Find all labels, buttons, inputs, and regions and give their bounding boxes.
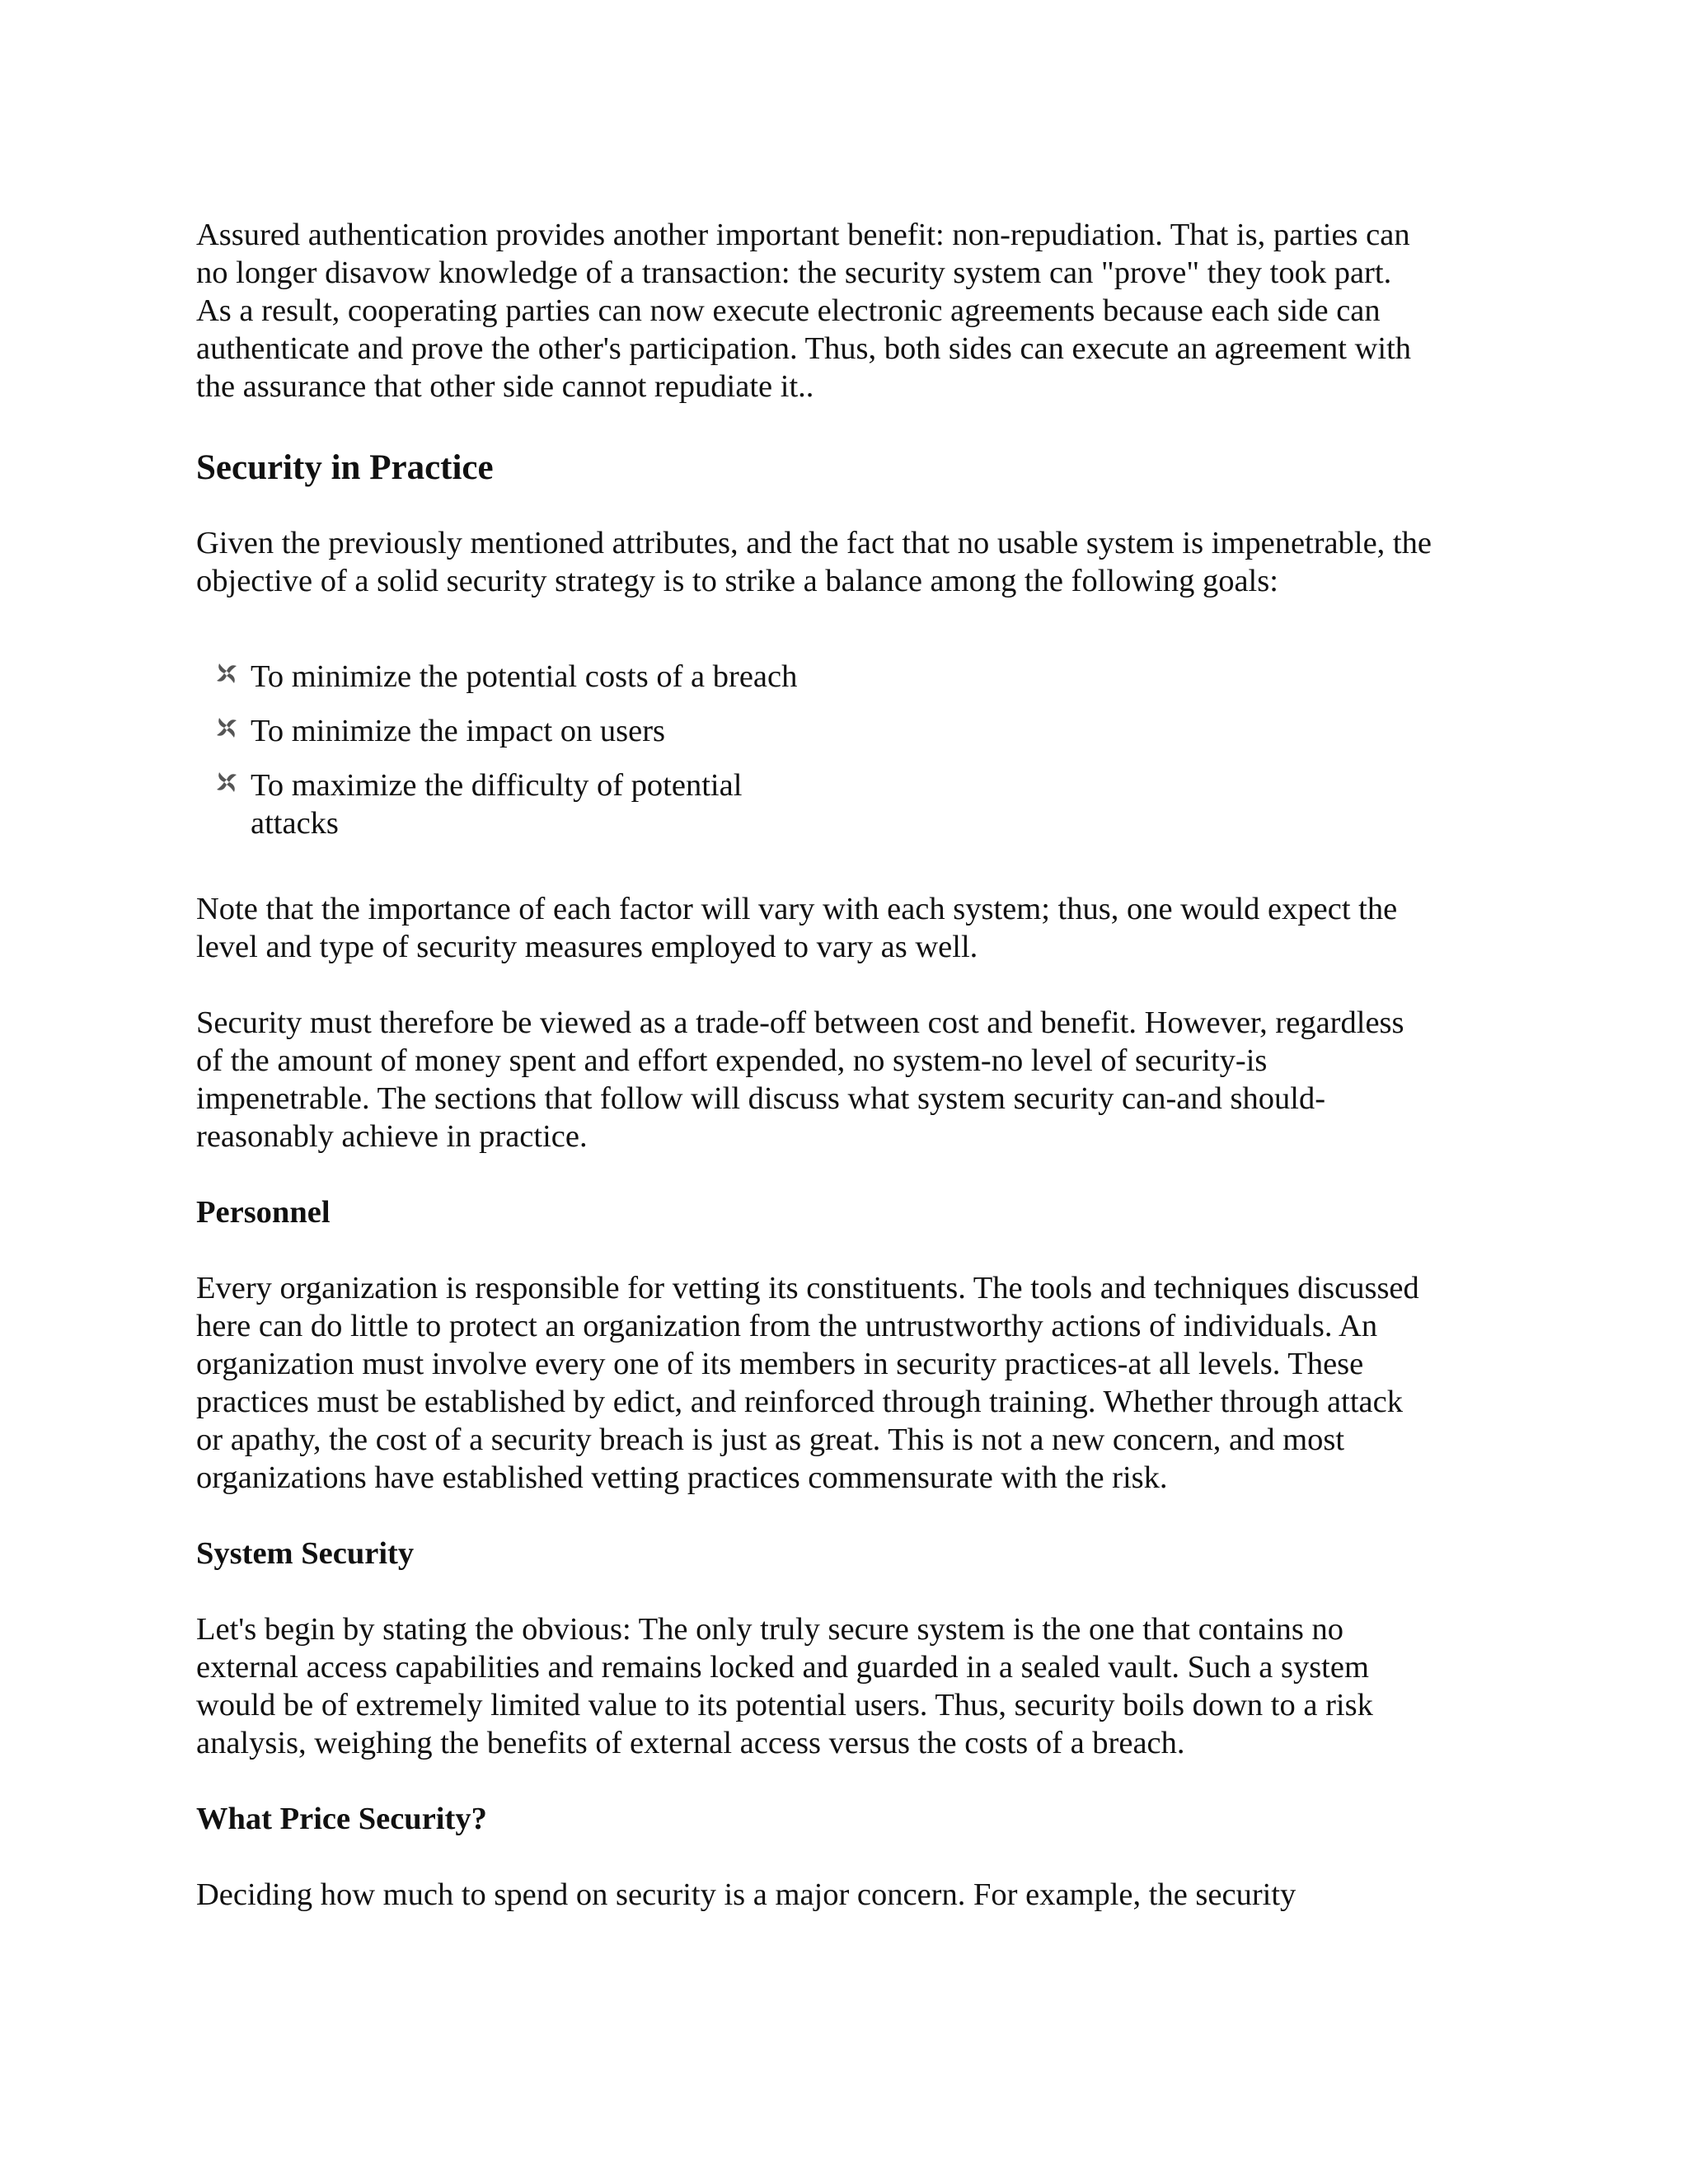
pinwheel-bullet-icon [214,661,239,686]
pinwheel-bullet-icon [214,715,239,740]
paragraph-system-security [196,1610,1498,1762]
text-line: Every organization is responsible for vetting its constituents. The tools and techniques discussed [196,1271,1419,1305]
paragraph-note [196,890,1498,966]
text-line: reasonably achieve in practice. [196,1119,588,1154]
text-line: here can do little to protect an organization from the untrustworthy actions of individuals. An [196,1309,1378,1343]
pinwheel-bullet-icon [214,770,239,794]
list-item [196,766,1498,842]
heading-what-price-security: What Price Security? [196,1802,487,1836]
text-line: Note that the importance of each factor will vary with each system; thus, one would expect the [196,892,1398,926]
text-line: Deciding how much to spend on security is a major concern. For example, the security [196,1877,1296,1912]
text-line: would be of extremely limited value to its potential users. Thus, security boils down to a risk [196,1688,1373,1722]
text-line: impenetrable. The sections that follow will discuss what system security can-and should- [196,1081,1326,1116]
text-line: organization must involve every one of its members in security practices-at all levels. These [196,1347,1364,1381]
text-line: authenticate and prove the other's participation. Thus, both sides can execute an agreement with [196,331,1412,366]
heading-personnel: Personnel [196,1195,331,1230]
text-line: analysis, weighing the benefits of external access versus the costs of a breach. [196,1726,1185,1760]
text-line: To maximize the difficulty of potential [251,768,743,803]
document-page [196,216,1498,1914]
heading-security-in-practice: Security in Practice [196,448,494,487]
text-line: To minimize the impact on users [251,714,666,748]
text-line: the assurance that other side cannot repudiate it.. [196,369,814,404]
text-line: organizations have established vetting practices commensurate with the risk. [196,1460,1168,1495]
text-line: practices must be established by edict, and reinforced through training. Whether through attack [196,1385,1403,1419]
text-line: Assured authentication provides another important benefit: non-repudiation. That is, parties can [196,218,1410,252]
text-line: Given the previously mentioned attributes, and the fact that no usable system is impenetrable, the [196,526,1432,560]
list-item [196,712,1498,750]
paragraph-what-price [196,1876,1498,1914]
paragraph-tradeoff [196,1004,1498,1155]
text-line: Let's begin by stating the obvious: The only truly secure system is the one that contains no [196,1612,1343,1647]
goals-list [196,658,1498,842]
text-line: As a result, cooperating parties can now execute electronic agreements because each side can [196,293,1381,328]
text-line: Security must therefore be viewed as a trade-off between cost and benefit. However, regardless [196,1005,1404,1040]
text-line: or apathy, the cost of a security breach is just as great. This is not a new concern, and most [196,1422,1345,1457]
paragraph-non-repudiation [196,216,1498,405]
list-item [196,658,1498,696]
text-line: external access capabilities and remains locked and guarded in a sealed vault. Such a system [196,1650,1369,1685]
text-line: attacks [251,806,339,841]
paragraph-goals-intro [196,524,1498,600]
text-line: level and type of security measures employed to vary as well. [196,930,978,964]
heading-system-security: System Security [196,1536,415,1571]
text-line: objective of a solid security strategy is to strike a balance among the following goals: [196,564,1278,598]
text-line: of the amount of money spent and effort expended, no system-no level of security-is [196,1043,1268,1078]
text-line: no longer disavow knowledge of a transaction: the security system can "prove" they took part. [196,255,1392,290]
paragraph-personnel [196,1269,1498,1497]
text-line: To minimize the potential costs of a breach [251,659,798,694]
